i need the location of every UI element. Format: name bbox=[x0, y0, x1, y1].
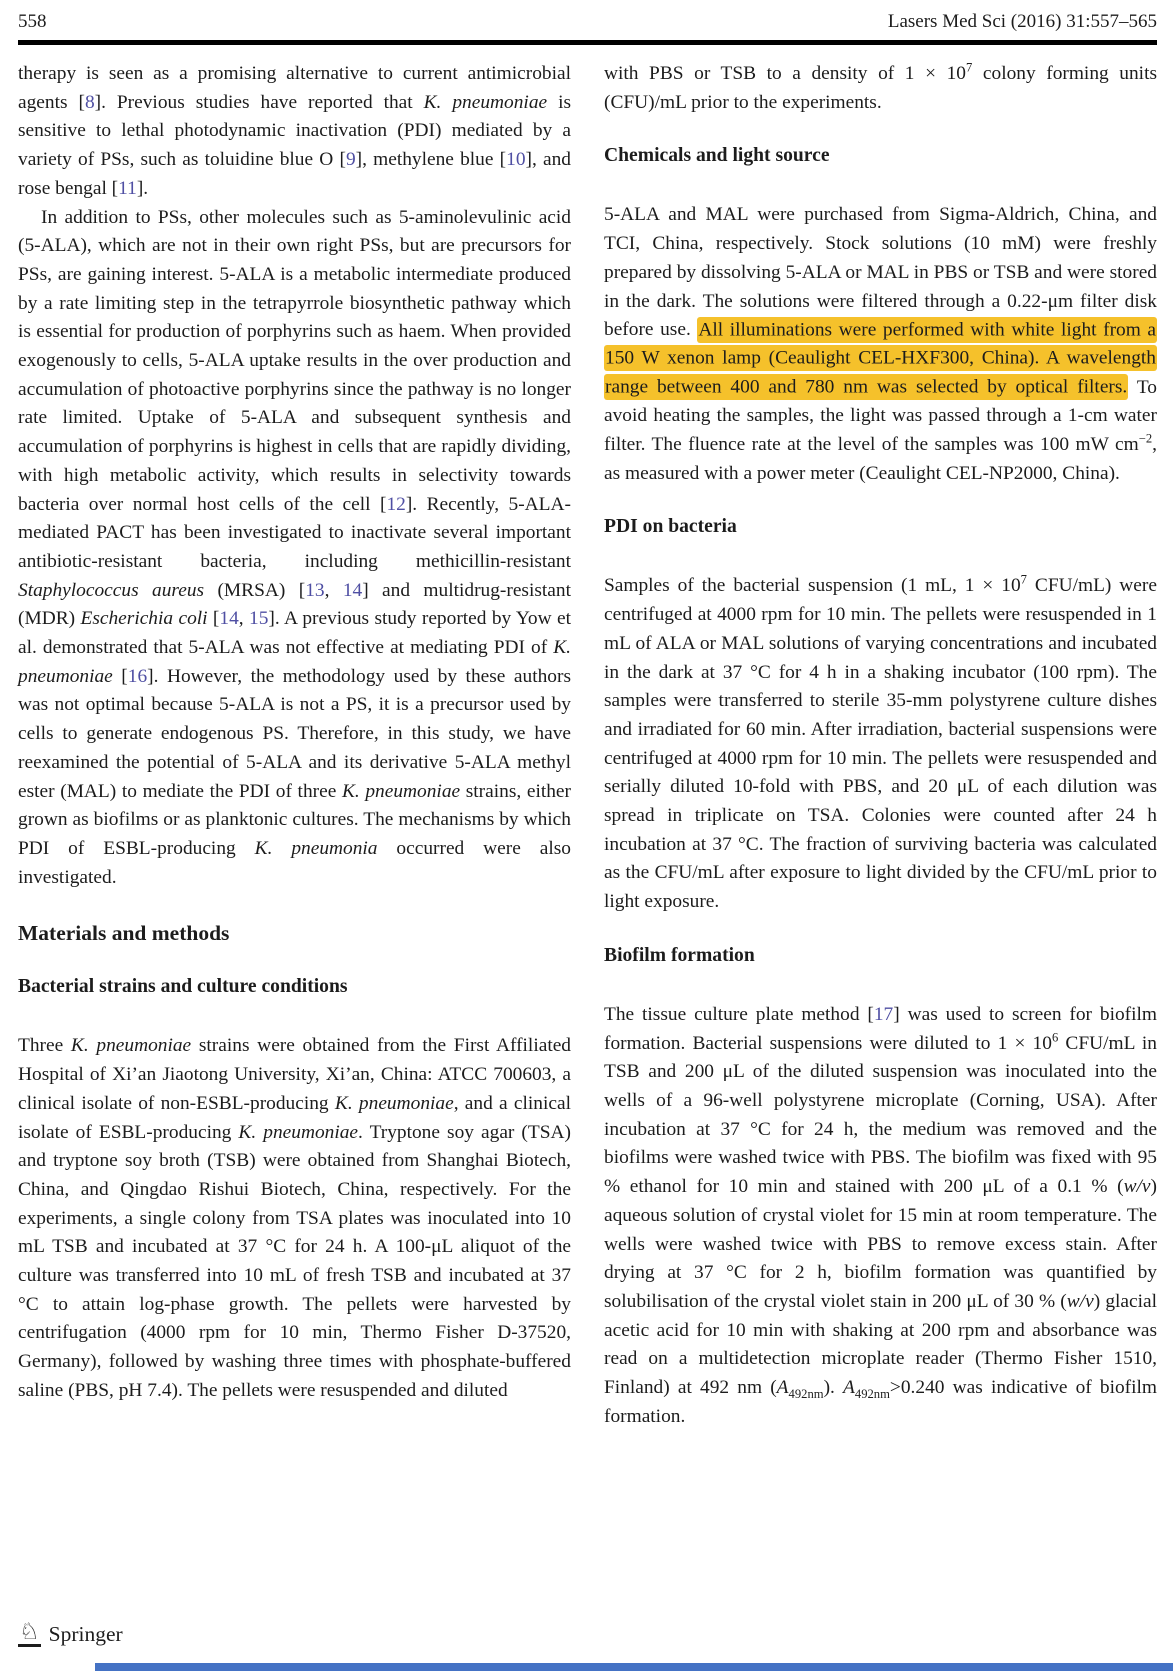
citation-link[interactable]: 14 bbox=[342, 579, 363, 601]
body-text: strains were obtained from the First Affiliated Hospital of Xi’an Jiaotong University, Xi’an, China: ATCC 700603, a clinical isolate of non-ESBL-producing bbox=[18, 1035, 572, 1114]
body-text: is sensitive to lethal photodynamic inactivation (PDI) mediated by a variety of PSs, such as toluidine blue O [ bbox=[18, 91, 572, 171]
body-text: . Tryptone soy agar (TSA) and tryptone soy broth (TSB) were obtained from Shanghai Biotech, China, and Qingdao Rishui Biotech, China, respectively. For the experiments, a single colony from TSA plates was inoculated into 10 mL TSB and incubated at 37 °C for 24 h. A 100-μL aliquot of the culture was transferred into 10 mL of fresh TSB and incubated at 37 °C to attain log-phase growth. The pellets were harvested by centrifugation (4000 rpm for 10 min, Thermo Fisher D-37520, Germany), followed by washing three times with phosphate-buffered saline (PBS, pH 7.4). The pellets were resuspended and diluted bbox=[18, 1121, 571, 1401]
springer-horse-icon: ♘ bbox=[18, 1621, 41, 1647]
body-text: [ bbox=[112, 665, 128, 687]
body-text: ]. bbox=[136, 177, 149, 199]
body-text: ]. Recently, 5-ALA-mediated PACT has been investigated to inactivate several important antibiotic-resistant bacteria, including methicillin-resistant bbox=[18, 493, 571, 572]
body-text: colony forming units (CFU)/mL prior to the experiments. bbox=[604, 63, 1158, 113]
subscript-text: 492nm bbox=[854, 1386, 890, 1401]
left-column bbox=[18, 60, 571, 1431]
page-number: 558 bbox=[18, 11, 47, 32]
citation-link[interactable]: 17 bbox=[873, 1003, 894, 1025]
page-header bbox=[18, 11, 1157, 33]
citation-link[interactable]: 15 bbox=[249, 608, 269, 630]
body-text: CFU/mL in TSB and 200 μL of the diluted suspension was inoculated into the wells of a 96-well polystyrene microplate (Corning, USA). After incubation at 37 °C for 24 h, the medium was removed and the biofilms were washed twice with PBS. The biofilm was fixed with 95 % ethanol for 10 min and stained with 200 μL of a 0.1 % ( bbox=[604, 1032, 1158, 1198]
italic-text: A bbox=[843, 1377, 855, 1399]
italic-text: K. pneumoniae bbox=[341, 780, 461, 802]
subscript-text: 492nm bbox=[788, 1386, 824, 1401]
italic-text: A bbox=[776, 1377, 789, 1399]
section-heading-materials-and-methods: Materials and methods bbox=[18, 921, 230, 946]
body-text: therapy is seen as a promising alternative to current antimicrobial agents [ bbox=[18, 63, 571, 113]
citation-link[interactable]: 10 bbox=[506, 149, 526, 171]
body-text: ] was used to screen for biofilm formation. Bacterial suspensions were diluted to 1 × 10 bbox=[604, 1003, 1157, 1054]
italic-text: K. pneumoniae bbox=[18, 637, 571, 687]
body-text: strains, either grown as biofilms or as planktonic cultures. The mechanisms by which PDI of ESBL-producing bbox=[18, 780, 571, 859]
two-column-body bbox=[18, 60, 1157, 1431]
bottom-blue-bar bbox=[95, 1663, 1173, 1671]
body-text: CFU/mL) were centrifuged at 4000 rpm for 10 min. The pellets were resuspended in 1 mL of ALA or MAL solutions of varying concentrations and incubated in the dark at 37 °C for 4 h in a shaking incubator (100 rpm). The samples were transferred to sterile 35-mm polystyrene culture dishes and irradiated for 60 min. After irradiation, bacterial suspensions were centrifuged at 4000 rpm for 10 min. The pellets were resuspended and serially diluted 10-fold with PBS, and 20 μL of each dilution was spread in triplicate on TSA. Colonies were counted after 24 h incubation at 37 °C. The fraction of surviving bacteria was calculated as the CFU/mL after exposure to light divided by the CFU/mL prior to light exposure. bbox=[604, 575, 1157, 913]
italic-text: K. pneumonia bbox=[254, 837, 378, 859]
subsection-heading-pdi-on-bacteria: PDI on bacteria bbox=[604, 516, 737, 538]
body-text: , and a clinical isolate of ESBL-producing bbox=[18, 1092, 571, 1143]
body-text: ) aqueous solution of crystal violet for 15 min at room temperature. The wells were washed twice with PBS to remove excess stain. After drying at 37 °C for 2 h, biofilm formation was quantified by solubilisation of the crystal violet stain in 200 μL of 30 % ( bbox=[604, 1176, 1157, 1312]
body-text: ]. However, the methodology used by these authors was not optimal because 5-ALA is not a PS, it is a precursor used by cells to generate endogenous PS. Therefore, in this study, we have reexamined the potential of 5-ALA and its derivative 5-ALA methyl ester (MAL) to mediate the PDI of three bbox=[18, 665, 571, 802]
body-text: Three bbox=[18, 1035, 71, 1057]
superscript-text: 7 bbox=[1020, 572, 1027, 587]
paragraph-pdi-on-bacteria bbox=[604, 572, 1157, 916]
subsection-heading-biofilm-formation: Biofilm formation bbox=[604, 944, 755, 966]
body-text: ], and rose bengal [ bbox=[18, 149, 572, 199]
superscript-text: 7 bbox=[966, 60, 973, 75]
paragraph-intro-continuation bbox=[18, 60, 571, 204]
body-text: To avoid heating the samples, the light was passed through a 1-cm water filter. The fluence rate at the level of the samples was 100 mW cm bbox=[604, 376, 1157, 456]
body-text: ] and multidrug-resistant (MDR) bbox=[18, 579, 571, 630]
paragraph-bacterial-strains bbox=[18, 1032, 571, 1405]
body-text: with PBS or TSB to a density of 1 × 10 bbox=[604, 63, 966, 84]
subsection-heading-bacterial-strains: Bacterial strains and culture conditions bbox=[18, 976, 348, 998]
citation-link[interactable]: 13 bbox=[305, 579, 325, 601]
body-text: The tissue culture plate method [ bbox=[604, 1003, 874, 1025]
superscript-text: 6 bbox=[1051, 1030, 1059, 1045]
citation-link[interactable]: 12 bbox=[386, 493, 406, 515]
italic-text: K. pneumoniae bbox=[70, 1035, 192, 1057]
italic-text: K. pneumoniae bbox=[334, 1092, 454, 1114]
body-text: , as measured with a power meter (Ceaulight CEL-NP2000, China). bbox=[604, 434, 1157, 484]
header-rule bbox=[18, 40, 1157, 45]
body-text: , bbox=[238, 608, 250, 630]
italic-text: K. pneumoniae bbox=[238, 1121, 359, 1143]
citation-link[interactable]: 9 bbox=[345, 149, 356, 171]
body-text: [ bbox=[207, 608, 220, 630]
italic-text: w/v bbox=[1123, 1176, 1151, 1198]
journal-citation: Lasers Med Sci (2016) 31:557–565 bbox=[887, 11, 1157, 32]
body-text: ). bbox=[823, 1377, 844, 1399]
citation-link[interactable]: 14 bbox=[219, 608, 239, 630]
highlighted-text: All illuminations were performed with white light from a 150 W xenon lamp (Ceaulight CEL-HXF300, China). A wavelength range between 400 and 780 nm was selected by optical filters. bbox=[604, 317, 1157, 400]
body-text: , bbox=[324, 579, 343, 601]
citation-link[interactable]: 8 bbox=[84, 91, 95, 113]
body-text: In addition to PSs, other molecules such as 5-aminolevulinic acid (5-ALA), which are not in their own right PSs, but are precursors for PSs, are gaining interest. 5-ALA is a metabolic intermediate produced by a rate limiting step in the tetrapyrrole biosynthetic pathway which is essential for production of porphyrins such as haem. When provided exogenously to cells, 5-ALA uptake results in the over production and accumulation of photoactive porphyrins since the pathway is no longer rate limited. Uptake of 5-ALA and subsequent synthesis and accumulation of porphyrins is highest in cells that are rapidly dividing, with high metabolic activity, which results in selectivity towards bacteria over normal host cells of the cell [ bbox=[18, 206, 571, 515]
right-column bbox=[604, 60, 1157, 1431]
publisher-name: Springer bbox=[48, 1622, 123, 1646]
subsection-heading-chemicals-light-source: Chemicals and light source bbox=[604, 145, 830, 167]
body-text: occurred were also investigated. bbox=[18, 837, 571, 888]
paragraph-chemicals-light-source bbox=[604, 201, 1157, 488]
publisher-footer bbox=[18, 1621, 123, 1647]
paragraph-biofilm-formation bbox=[604, 1001, 1157, 1432]
body-text: >0.240 was indicative of biofilm formation. bbox=[604, 1377, 1157, 1427]
paragraph-density-continuation bbox=[604, 60, 1157, 117]
superscript-text: −2 bbox=[1138, 431, 1153, 446]
body-text: (MRSA) [ bbox=[204, 579, 306, 601]
body-text: ], methylene blue [ bbox=[355, 149, 507, 171]
italic-text: Staphylococcus aureus bbox=[18, 579, 205, 601]
paragraph-5ala-background bbox=[18, 204, 571, 893]
italic-text: Escherichia coli bbox=[80, 608, 208, 630]
body-text: Samples of the bacterial suspension (1 mL, 1 × 10 bbox=[604, 575, 1021, 597]
body-text: 5-ALA and MAL were purchased from Sigma-Aldrich, China, and TCI, China, respectively. Stock solutions (10 mM) were freshly prepared by dissolving 5-ALA or MAL in PBS or TSB and were stored in the dark. The solutions were filtered through a 0.22-μm filter disk before use. bbox=[604, 204, 1157, 341]
body-text: ]. Previous studies have reported that bbox=[94, 91, 424, 113]
italic-text: w/v bbox=[1066, 1290, 1094, 1312]
citation-link[interactable]: 16 bbox=[127, 665, 148, 687]
body-text: ) glacial acetic acid for 10 min with shaking at 200 rpm and absorbance was read on a multidetection microplate reader (Thermo Fisher 1510, Finland) at 492 nm ( bbox=[604, 1290, 1157, 1399]
citation-link[interactable]: 11 bbox=[118, 177, 137, 199]
italic-text: K. pneumoniae bbox=[423, 91, 548, 113]
body-text: ]. A previous study reported by Yow et al. demonstrated that 5-ALA was not effective at mediating PDI of bbox=[18, 608, 571, 659]
